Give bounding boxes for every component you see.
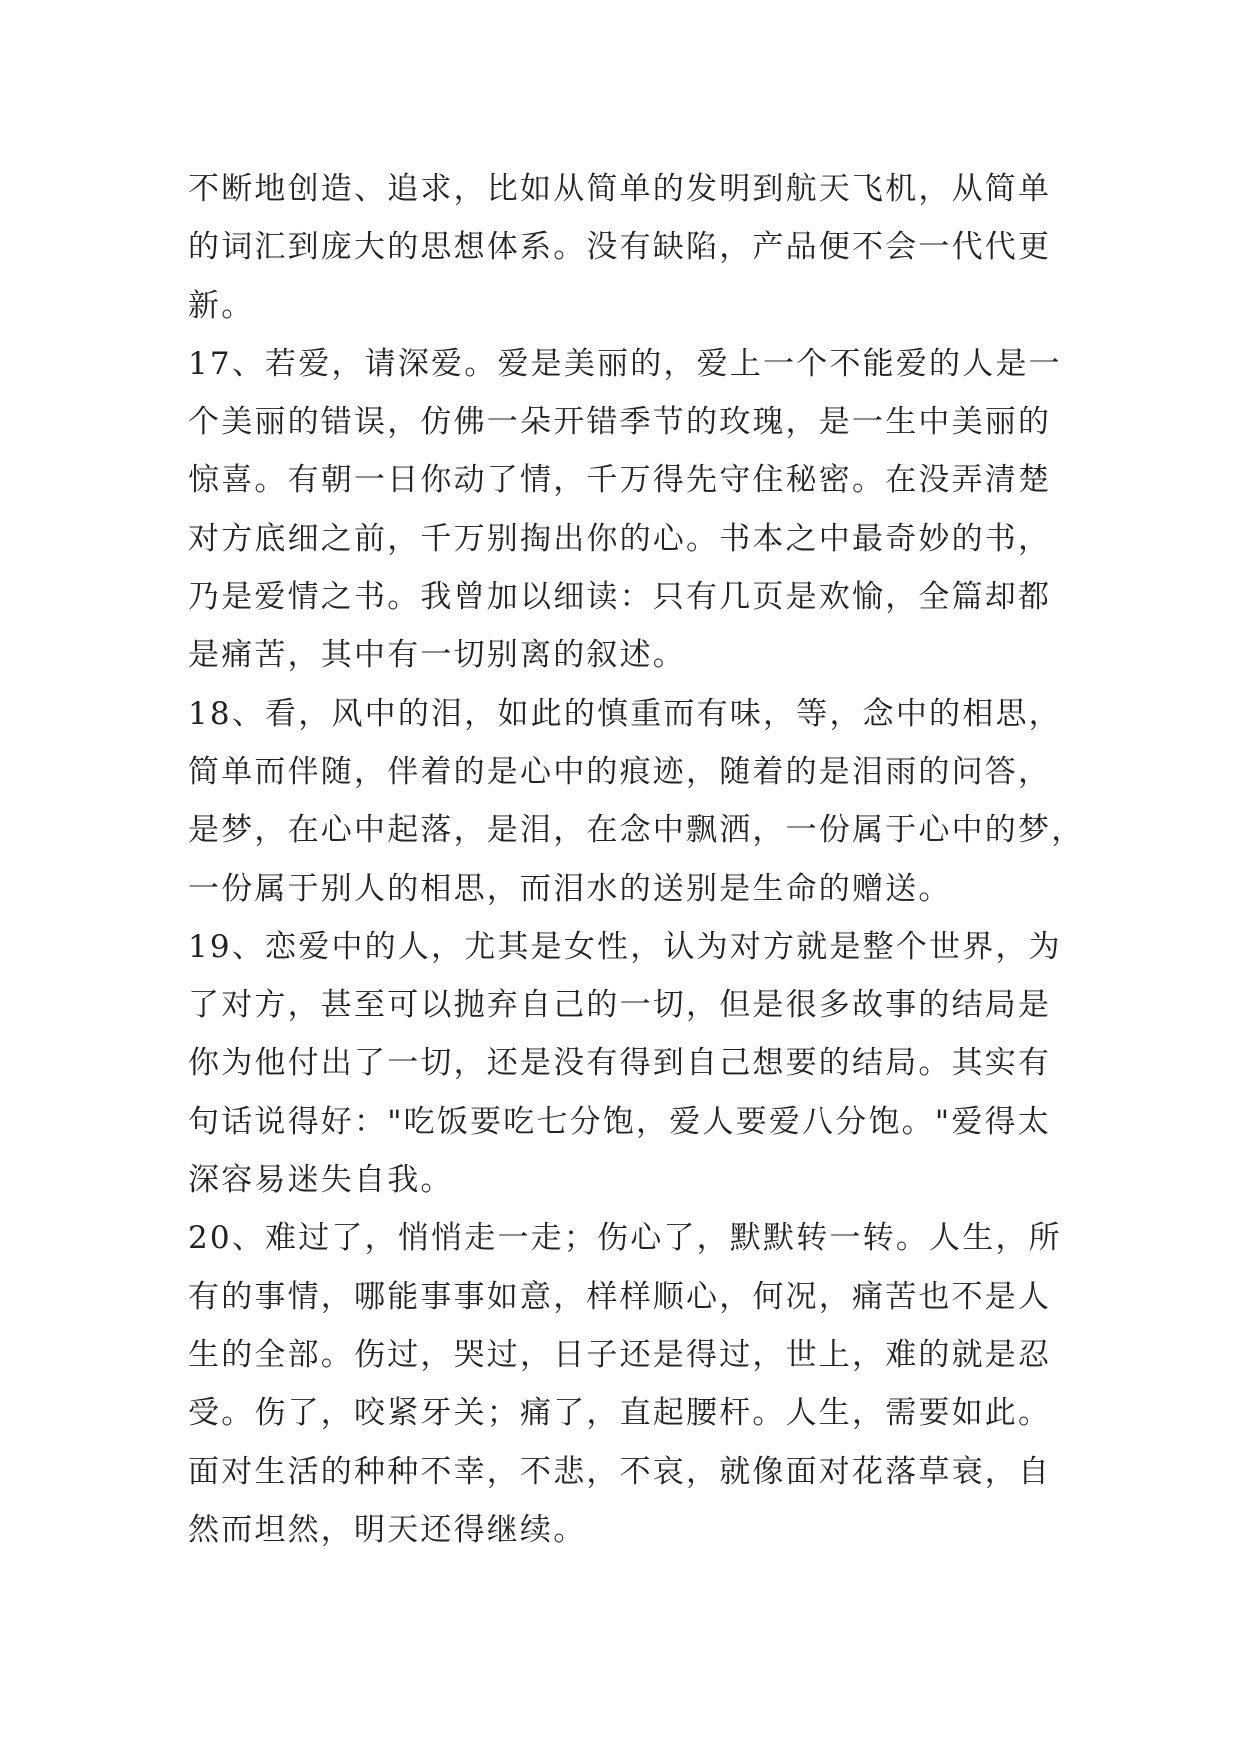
text-line: 新。	[188, 287, 255, 324]
text-line: 是痛苦，其中有一切别离的叙述。	[188, 637, 686, 674]
text-line: 简单而伴随，伴着的是心中的痕迹，随着的是泪雨的问答，	[188, 753, 1052, 790]
text-line: 你为他付出了一切，还是没有得到自己想要的结局。其实有	[188, 1045, 1052, 1082]
text-line: 一份属于别人的相思，而泪水的送别是生命的赠送。	[188, 870, 952, 907]
text-line: 18、看，风中的泪，如此的慎重而有味，等，念中的相思，	[188, 695, 1062, 732]
text-line: 20、难过了，悄悄走一走；伤心了，默默转一转。人生，所	[188, 1220, 1062, 1257]
text-line: 不断地创造、追求，比如从简单的发明到航天飞机，从简单	[188, 171, 1052, 207]
text-line: 受。伤了，咬紧牙关；痛了，直起腰杆。人生，需要如此。	[188, 1395, 1052, 1432]
text-line: 面对生活的种种不幸，不悲，不哀，就像面对花落草衰，自	[188, 1453, 1052, 1490]
text-line: 乃是爱情之书。我曾加以细读：只有几页是欢愉，全篇却都	[188, 579, 1052, 616]
text-line: 是梦，在心中起落，是泪，在念中飘洒，一份属于心中的梦，	[188, 812, 1085, 849]
text-line: 深容易迷失自我。	[188, 1162, 454, 1199]
text-line: 有的事情，哪能事事如意，样样顺心，何况，痛苦也不是人	[188, 1278, 1052, 1315]
text-line: 19、恋爱中的人，尤其是女性，认为对方就是整个世界，为	[188, 928, 1062, 965]
text-line: 生的全部。伤过，哭过，日子还是得过，世上，难的就是忍	[188, 1336, 1052, 1373]
document-body	[188, 160, 1085, 1559]
text-line: 个美丽的错误，仿佛一朵开错季节的玫瑰，是一生中美丽的	[188, 404, 1052, 441]
text-line: 的词汇到庞大的思想体系。没有缺陷，产品便不会一代代更	[188, 229, 1052, 266]
text-line: 句话说得好："吃饭要吃七分饱，爱人要爱八分饱。"爱得太	[188, 1103, 1051, 1140]
text-line: 惊喜。有朝一日你动了情，千万得先守住秘密。在没弄清楚	[188, 462, 1052, 499]
text-line: 17、若爱，请深爱。爱是美丽的，爱上一个不能爱的人是一	[188, 345, 1062, 382]
text-line: 了对方，甚至可以抛弃自己的一切，但是很多故事的结局是	[188, 987, 1052, 1024]
text-line: 对方底细之前，千万别掏出你的心。书本之中最奇妙的书，	[188, 520, 1052, 557]
text-line: 然而坦然，明天还得继续。	[188, 1511, 587, 1548]
